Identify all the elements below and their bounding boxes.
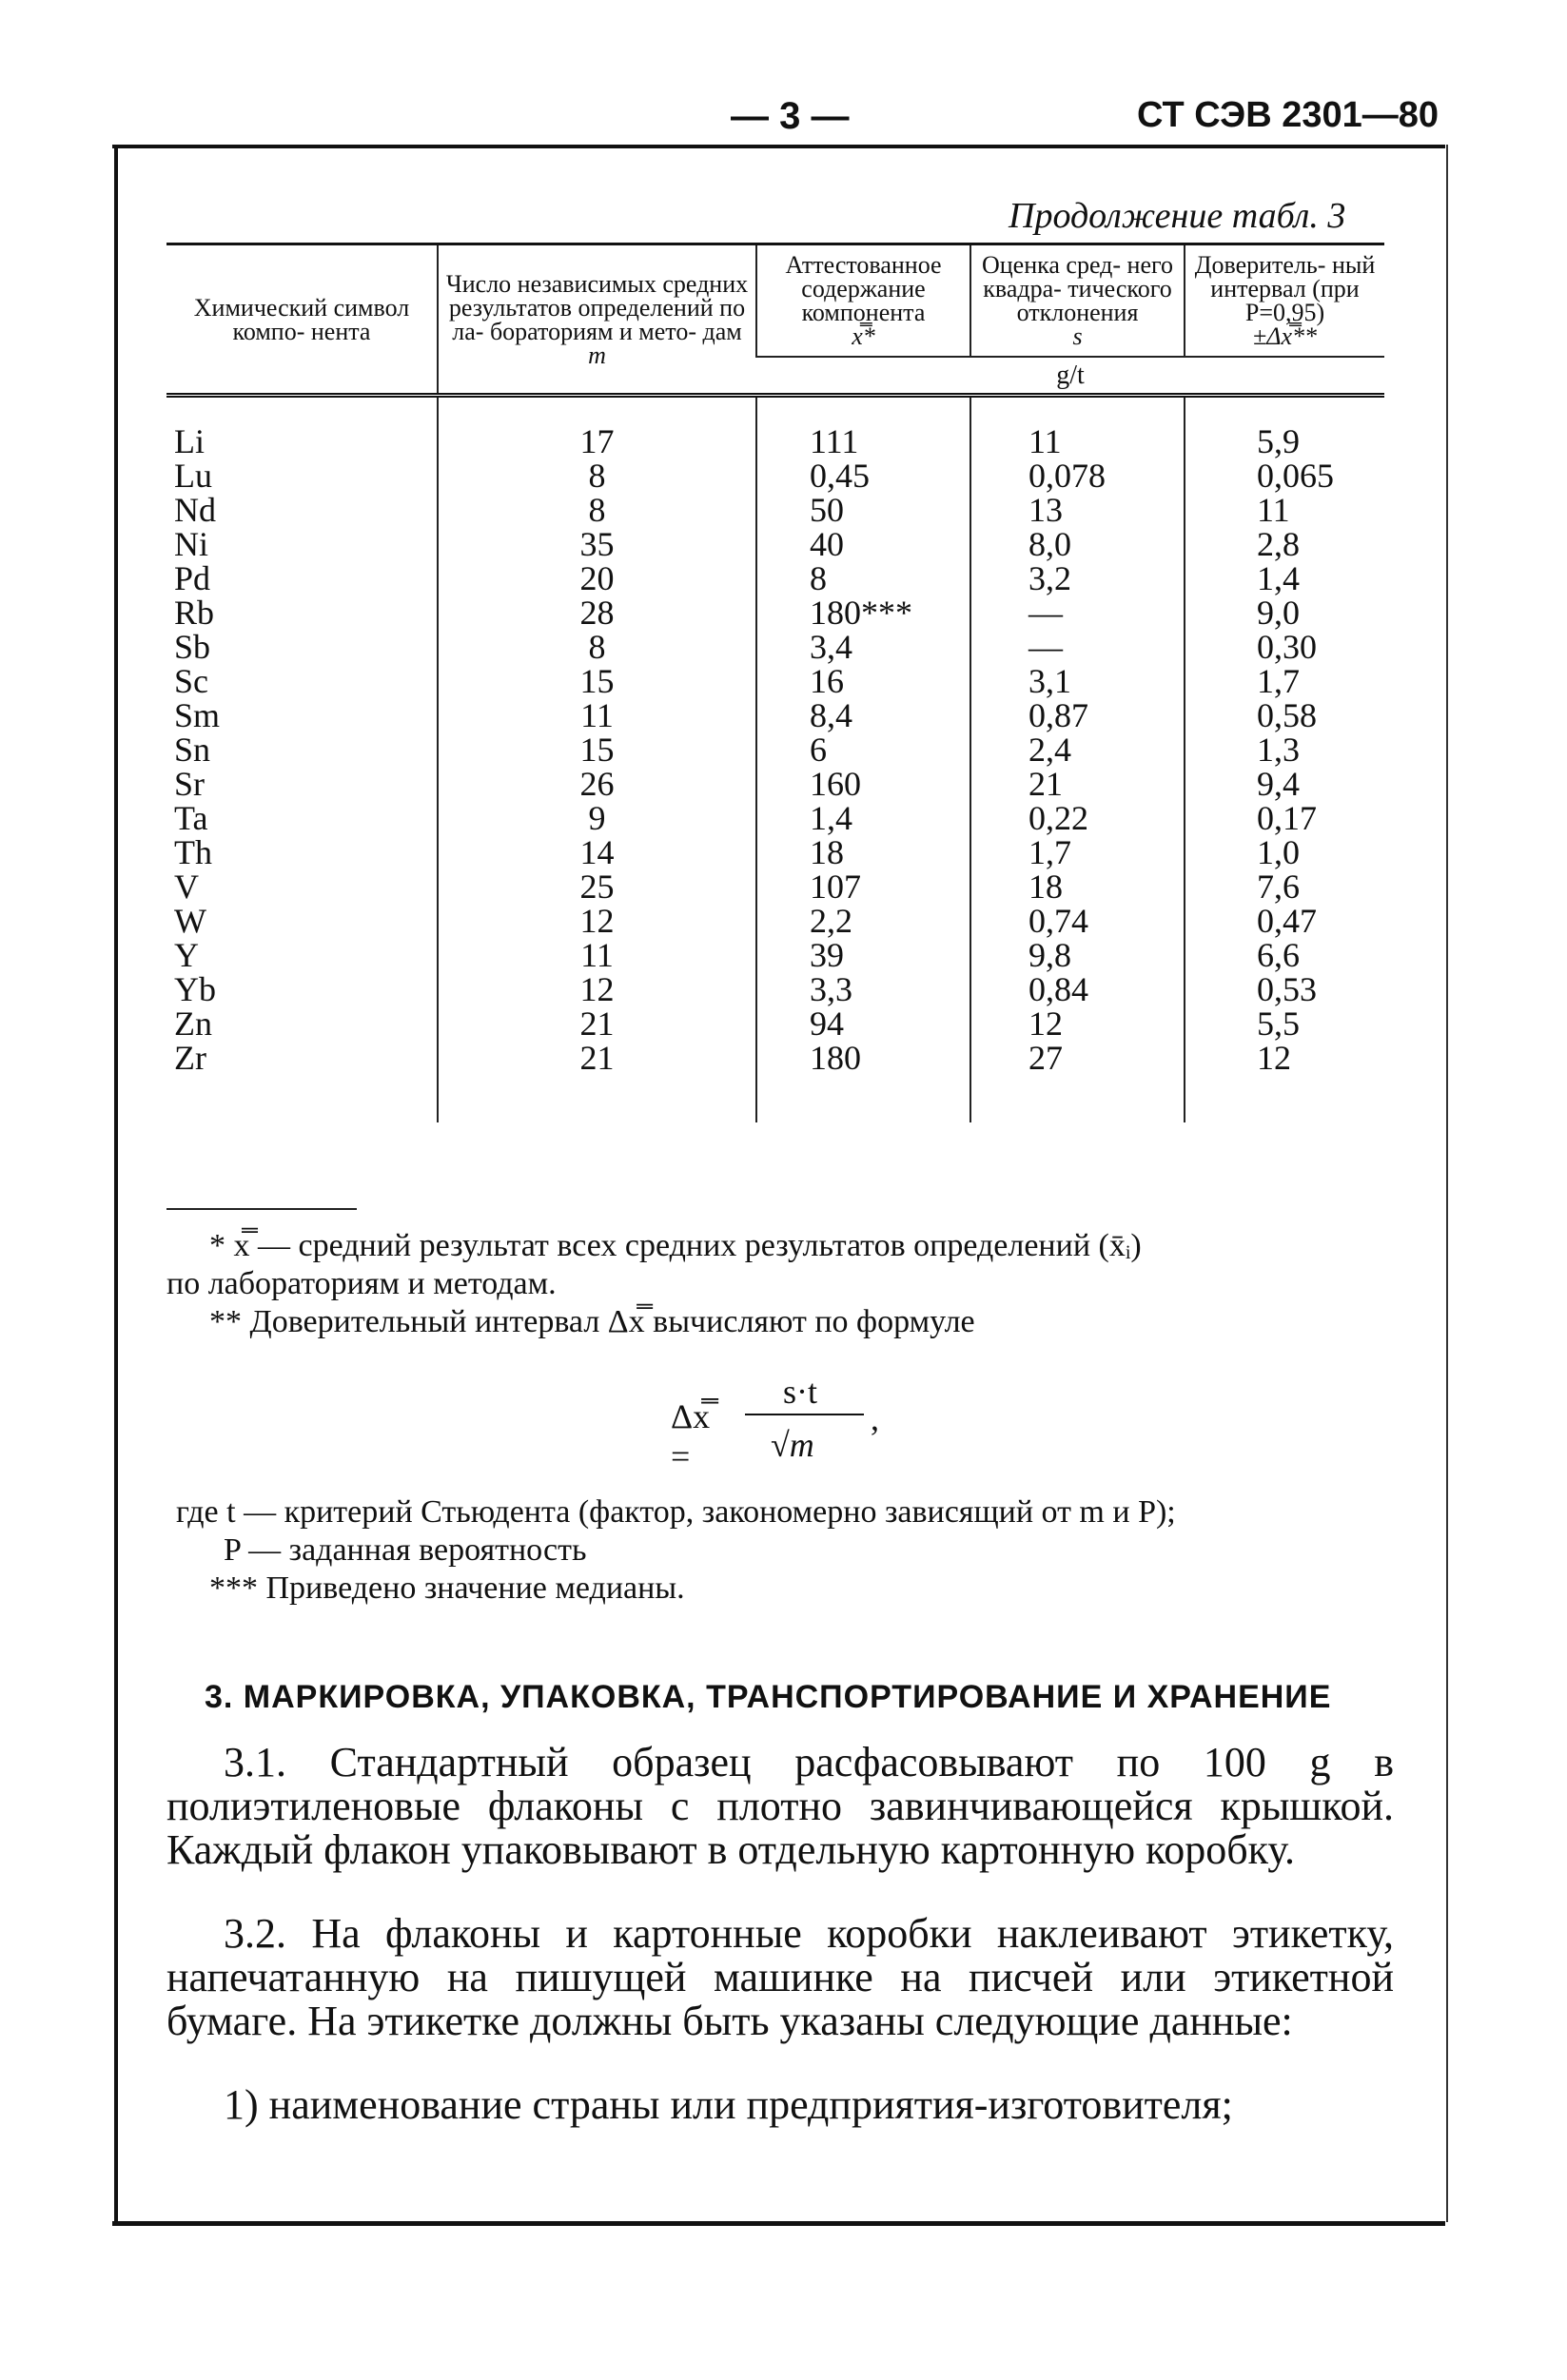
cell-x: 3,4 [756, 630, 970, 664]
cell-ci: 5,9 [1185, 396, 1384, 459]
table-row [166, 835, 1384, 869]
cell-s: 27 [970, 1041, 1185, 1122]
cell-ci: 0,17 [1185, 801, 1384, 835]
paragraph-3-1: 3.1. Стандартный образец расфасовывают по 100 g в полиэтиленовые флаконы с плотно завинчивающейся крышкой. Каждый флакон упаковывают в отдельную картонную коробку. [166, 1739, 1394, 1873]
cell-ci: 1,0 [1185, 835, 1384, 869]
cell-symbol: V [174, 868, 199, 906]
cell-ci: 1,4 [1185, 561, 1384, 595]
cell-symbol: Yb [174, 970, 216, 1008]
cell-x: 40 [756, 527, 970, 561]
cell-x: 94 [756, 1006, 970, 1041]
header-unit: g/t [756, 357, 1384, 396]
formula-denominator: √m [771, 1426, 814, 1464]
table-row [166, 1006, 1384, 1041]
table-row [166, 664, 1384, 698]
cell-m: 35 [438, 527, 756, 561]
cell-ci: 0,47 [1185, 904, 1384, 938]
cell-x: 8,4 [756, 698, 970, 732]
table-row [166, 630, 1384, 664]
footnote-rule [166, 1208, 357, 1210]
cell-x: 39 [756, 938, 970, 972]
cell-symbol: Nd [174, 491, 216, 529]
table-row [166, 938, 1384, 972]
cell-s: 1,7 [970, 835, 1185, 869]
table-row [166, 1041, 1384, 1122]
footnote-2: ** Доверительный интервал Δx̿ вычисляют по формуле [209, 1304, 975, 1339]
cell-symbol: Rb [174, 594, 215, 632]
cell-m: 9 [438, 801, 756, 835]
frame-top-border [112, 145, 1445, 148]
cell-m: 8 [438, 630, 756, 664]
cell-symbol: Th [174, 833, 212, 871]
cell-m: 25 [438, 869, 756, 904]
cell-x: 3,3 [756, 972, 970, 1006]
where-line-2: P — заданная вероятность [224, 1532, 587, 1568]
cell-m: 21 [438, 1041, 756, 1122]
cell-m: 8 [438, 493, 756, 527]
section-title: 3. МАРКИРОВКА, УПАКОВКА, ТРАНСПОРТИРОВАНИЕ И ХРАНЕНИЕ [205, 1679, 1332, 1715]
cell-symbol: Sb [174, 628, 211, 666]
cell-x: 1,4 [756, 801, 970, 835]
cell-x: 180 [756, 1041, 970, 1122]
table-continuation-label: Продолжение табл. 3 [1009, 196, 1346, 236]
header-certified: Аттестованное содержание компонента x̿* [756, 244, 970, 358]
frame-right-border [1446, 145, 1448, 2222]
header-ci: Доверитель- ный интервал (при P=0,95) ±Δx̿** [1185, 244, 1384, 358]
cell-x: 160 [756, 767, 970, 801]
cell-x: 107 [756, 869, 970, 904]
table-row [166, 732, 1384, 767]
cell-s: 0,078 [970, 458, 1185, 493]
cell-m: 26 [438, 767, 756, 801]
data-table [166, 243, 1384, 1122]
cell-x: 6 [756, 732, 970, 767]
table-row [166, 698, 1384, 732]
cell-symbol: W [174, 902, 206, 940]
cell-s: 0,74 [970, 904, 1185, 938]
cell-ci: 9,4 [1185, 767, 1384, 801]
cell-x: 2,2 [756, 904, 970, 938]
table-row [166, 595, 1384, 630]
page-number: — 3 — [731, 95, 850, 137]
cell-s: 13 [970, 493, 1185, 527]
cell-x: 18 [756, 835, 970, 869]
cell-x: 8 [756, 561, 970, 595]
cell-s: — [970, 595, 1185, 630]
frame-bottom-border [112, 2221, 1445, 2226]
cell-ci: 12 [1185, 1041, 1384, 1122]
cell-ci: 0,30 [1185, 630, 1384, 664]
cell-symbol: Lu [174, 457, 212, 495]
formula-numerator: s·t [783, 1373, 817, 1411]
header-symbol: Химический символ компо- нента [166, 244, 438, 396]
cell-x: 50 [756, 493, 970, 527]
table-row [166, 869, 1384, 904]
header-sd: Оценка сред- него квадра- тического отклонения s [970, 244, 1185, 358]
footnote-1 [166, 1227, 1403, 1303]
cell-symbol: Ta [174, 799, 208, 837]
cell-m: 15 [438, 732, 756, 767]
cell-s: — [970, 630, 1185, 664]
paragraph-list-item-1: 1) наименование страны или предприятия-изготовителя; [224, 2081, 1233, 2128]
cell-s: 3,2 [970, 561, 1185, 595]
cell-ci: 1,3 [1185, 732, 1384, 767]
table-row [166, 561, 1384, 595]
cell-m: 20 [438, 561, 756, 595]
cell-ci: 0,53 [1185, 972, 1384, 1006]
cell-s: 18 [970, 869, 1185, 904]
formula-tail: , [871, 1399, 879, 1437]
cell-ci: 11 [1185, 493, 1384, 527]
where-line-1: где t — критерий Стьюдента (фактор, закономерно зависящий от m и P); [176, 1494, 1176, 1530]
cell-s: 0,87 [970, 698, 1185, 732]
cell-ci: 2,8 [1185, 527, 1384, 561]
cell-m: 14 [438, 835, 756, 869]
cell-symbol: Sc [174, 662, 208, 700]
header-count: Число независимых средних результатов определений по ла- бораториям и мето- дам m [438, 244, 756, 396]
cell-x: 16 [756, 664, 970, 698]
cell-ci: 0,065 [1185, 458, 1384, 493]
cell-ci: 9,0 [1185, 595, 1384, 630]
cell-s: 21 [970, 767, 1185, 801]
cell-m: 15 [438, 664, 756, 698]
table-row [166, 527, 1384, 561]
cell-symbol: Pd [174, 559, 211, 597]
cell-x: 0,45 [756, 458, 970, 493]
footnote-1-line-1: * x̿ — средний результат всех средних результатов определений (x̄ᵢ) [209, 1228, 1142, 1263]
cell-symbol: Li [166, 396, 438, 459]
cell-symbol: Zn [174, 1005, 212, 1043]
cell-m: 12 [438, 972, 756, 1006]
cell-m: 11 [438, 698, 756, 732]
document-code: СТ СЭВ 2301—80 [1136, 95, 1439, 135]
table-row [166, 972, 1384, 1006]
cell-m: 17 [438, 396, 756, 459]
cell-s: 2,4 [970, 732, 1185, 767]
cell-s: 9,8 [970, 938, 1185, 972]
table-row [166, 396, 1384, 459]
cell-s: 3,1 [970, 664, 1185, 698]
table-row [166, 493, 1384, 527]
cell-ci: 5,5 [1185, 1006, 1384, 1041]
table-row [166, 904, 1384, 938]
footnote-3: *** Приведено значение медианы. [209, 1570, 685, 1606]
cell-s: 8,0 [970, 527, 1185, 561]
table-row [166, 458, 1384, 493]
cell-s: 0,22 [970, 801, 1185, 835]
table-row [166, 801, 1384, 835]
cell-symbol: Sr [174, 765, 206, 803]
table-body [166, 396, 1384, 1123]
cell-symbol: Ni [174, 525, 208, 563]
paragraph-3-2: 3.2. На флаконы и картонные коробки наклеивают этикетку, напечатанную на пишущей машинке на писчей или этикетной бумаге. На этикетке должны быть указаны следующие данные: [166, 1910, 1394, 2044]
cell-ci: 6,6 [1185, 938, 1384, 972]
cell-ci: 7,6 [1185, 869, 1384, 904]
cell-ci: 0,58 [1185, 698, 1384, 732]
cell-s: 0,84 [970, 972, 1185, 1006]
cell-m: 8 [438, 458, 756, 493]
frame-left-border [114, 145, 118, 2222]
cell-s: 12 [970, 1006, 1185, 1041]
formula-lhs: Δx̿ = [671, 1397, 711, 1475]
cell-s: 11 [970, 396, 1185, 459]
footnote-1-line-2: по лабораториям и методам. [166, 1266, 557, 1301]
cell-m: 21 [438, 1006, 756, 1041]
cell-ci: 1,7 [1185, 664, 1384, 698]
table-row [166, 767, 1384, 801]
cell-m: 11 [438, 938, 756, 972]
cell-symbol: Sn [174, 731, 211, 769]
cell-symbol: Zr [174, 1039, 206, 1077]
cell-m: 28 [438, 595, 756, 630]
cell-m: 12 [438, 904, 756, 938]
cell-symbol: Sm [174, 696, 221, 734]
cell-x: 111 [756, 396, 970, 459]
cell-x: 180*** [756, 595, 970, 630]
fraction-bar [745, 1414, 864, 1415]
cell-symbol: Y [174, 936, 199, 974]
